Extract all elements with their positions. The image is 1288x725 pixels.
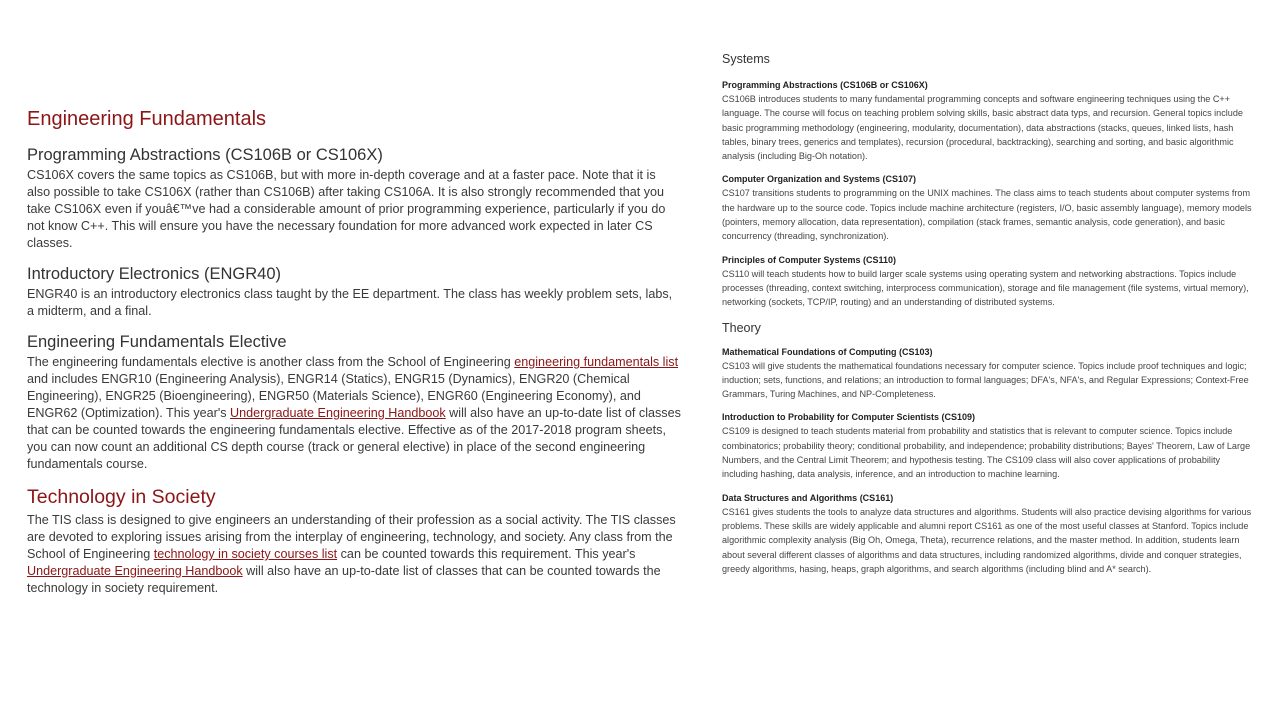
course-title-cs106b: Programming Abstractions (CS106B or CS106X) — [722, 80, 928, 90]
course-desc-cs110: CS110 will teach students how to build larger scale systems using operating system and networking abstractions. Topics include processes (threading, context switching, interprocess communication), storage and file management (file systems, virtual memory), networking (sockets, TCP/IP, routing) and an understanding of distributed systems. — [722, 268, 1249, 308]
course-desc-cs106b: CS106B introduces students to many fundamental programming concepts and software engineering techniques using the C++ language. The course will focus on teaching problem solving skills, basic abstract data typs, and recursion. General topics include basic programming methodology (engineering, modularity, documentation), data abstractions (stacks, queues, linked lists, hash tables, binary trees, generics and templates), recursion (procedural, backtracking), searching and sorting, and basic algorithmic analysis (including Big-Oh notation). — [722, 94, 1243, 162]
technology-in-society-list-link[interactable]: technology in society courses list — [153, 547, 338, 561]
course-desc-cs109: CS109 is designed to teach students material from probability and statistics that is relevant to computer science. Topics include combinatorics; probability theory; conditional probability, and independence; probability distributions; Bayes' Theorem, Law of Large Numbers, and the Central Limit Theorem; and hypothesis testing. The CS109 class will also cover applications of probability including hashing, data analysis, inference, and an introduction to machine learning. — [722, 426, 1251, 480]
course-title-cs109: Introduction to Probability for Computer Scientists (CS109) — [722, 412, 976, 423]
undergraduate-handbook-link-tis[interactable]: Undergraduate Engineering Handbook — [27, 564, 243, 578]
course-desc-cs107: CS107 transitions students to programming on the UNIX machines. The class aims to teach students about computer systems from the hardware up to the source code. Topics include machine architecture (registers, I/O, basic assembly language), memory models (pointers, memory allocation, data representation), compilation (stack frames, semantic analysis, code generation), and basic concurrency (threading, synchronization). — [722, 188, 1252, 242]
engineering-fundamentals-list-link[interactable]: engineering fundamentals list — [514, 355, 679, 369]
systems-heading: Systems — [722, 52, 770, 66]
theory-heading: Theory — [722, 320, 761, 335]
course-descriptions-column — [722, 52, 1252, 587]
section-text-intro-electronics: ENGR40 is an introductory electronics class taught by the EE department. The class has weekly problem sets, labs, a midterm, and a final. — [27, 287, 673, 318]
section-text-fundamentals-elective — [27, 354, 682, 473]
section-text-technology-in-society — [27, 512, 682, 597]
elective-text-part-1: The engineering fundamentals elective is another class from the School of Engineering — [27, 355, 515, 369]
elective-text-part-2: and includes ENGR10 (Engineering Analysis), ENGR14 (Statics), ENGR15 (Dynamics), ENGR20 (Chemical Engineering), ENGR25 (Bioengineering), ENGR50 (Materials Science), ENGR60 (Engineering Economy), and ENGR62 (Optimization). This year's — [27, 372, 641, 420]
tis-text-part-1: The TIS class is designed to give engineers an understanding of their profession as a social activity. The TIS classes are devoted to exploring issues arising from the interplay of engineering, technology, and society. Any class from the School of Engineering — [27, 513, 676, 561]
engineering-fundamentals-column — [27, 108, 682, 610]
tis-text-part-3: will also have an up-to-date list of classes that can be counted towards the technology in society requirement. — [27, 564, 661, 595]
course-title-cs110: Principles of Computer Systems (CS110) — [722, 254, 897, 265]
tis-text-part-2: can be counted towards this requirement. This year's — [337, 547, 636, 561]
elective-text-part-3: will also have an up-to-date list of classes that can be counted towards the engineering fundamentals elective. Effective as of the 2017-2018 program sheets, you can now count an additional CS depth course (track or general elective) in place of the second engineering fundamentals course. — [27, 406, 681, 471]
section-title-intro-electronics: Introductory Electronics (ENGR40) — [27, 265, 282, 283]
course-title-cs103: Mathematical Foundations of Computing (CS103) — [722, 346, 933, 357]
section-title-technology-in-society: Technology in Society — [27, 486, 216, 508]
section-text-programming-abstractions: CS106X covers the same topics as CS106B, but with more in-depth coverage and at a faster pace. Note that it is also possible to take CS106X (rather than CS106B) after taking CS106A. It is also strongly recommended that you take CS106X even if youâ€™ve had a considerable amount of prior programming experience, particularly if you do not know C++. This will ensure you have the necessary foundation for more advanced work expected in later CS classes. — [27, 168, 666, 250]
section-title-programming-abstractions: Programming Abstractions (CS106B or CS106X) — [27, 146, 383, 164]
undergraduate-handbook-link[interactable]: Undergraduate Engineering Handbook — [230, 406, 446, 420]
section-title-fundamentals-elective: Engineering Fundamentals Elective — [27, 333, 287, 351]
page-title: Engineering Fundamentals — [27, 108, 267, 130]
course-desc-cs161: CS161 gives students the tools to analyze data structures and algorithms. Students will also practice devising algorithms for various problems. These skills are widely applicable and alumni report CS161 as one of the most useful classes at Stanford. Topics include algorithmic complexity analysis (Big Oh, Omega, Theta), recurrence relations, and the master method. In addition, students learn about several different classes of algorithms and data structures, including randomized algorithms, divide and conquer strategies, greedy algorithms, hasing, heaps, graph algorithms, and search algorithms (including blind and A* search). — [722, 506, 1252, 574]
course-title-cs107: Computer Organization and Systems (CS107) — [722, 174, 917, 185]
course-desc-cs103: CS103 will give students the mathematical foundations necessary for computer science. Topics include proof techniques and logic; induction; sets, functions, and relations; an introduction to formal languages; DFA's, NFA's, and Regular Expressions; Context-Free Grammars, Turing Machines, and NP-Completeness. — [722, 360, 1249, 400]
course-title-cs161: Data Structures and Algorithms (CS161) — [722, 492, 894, 503]
